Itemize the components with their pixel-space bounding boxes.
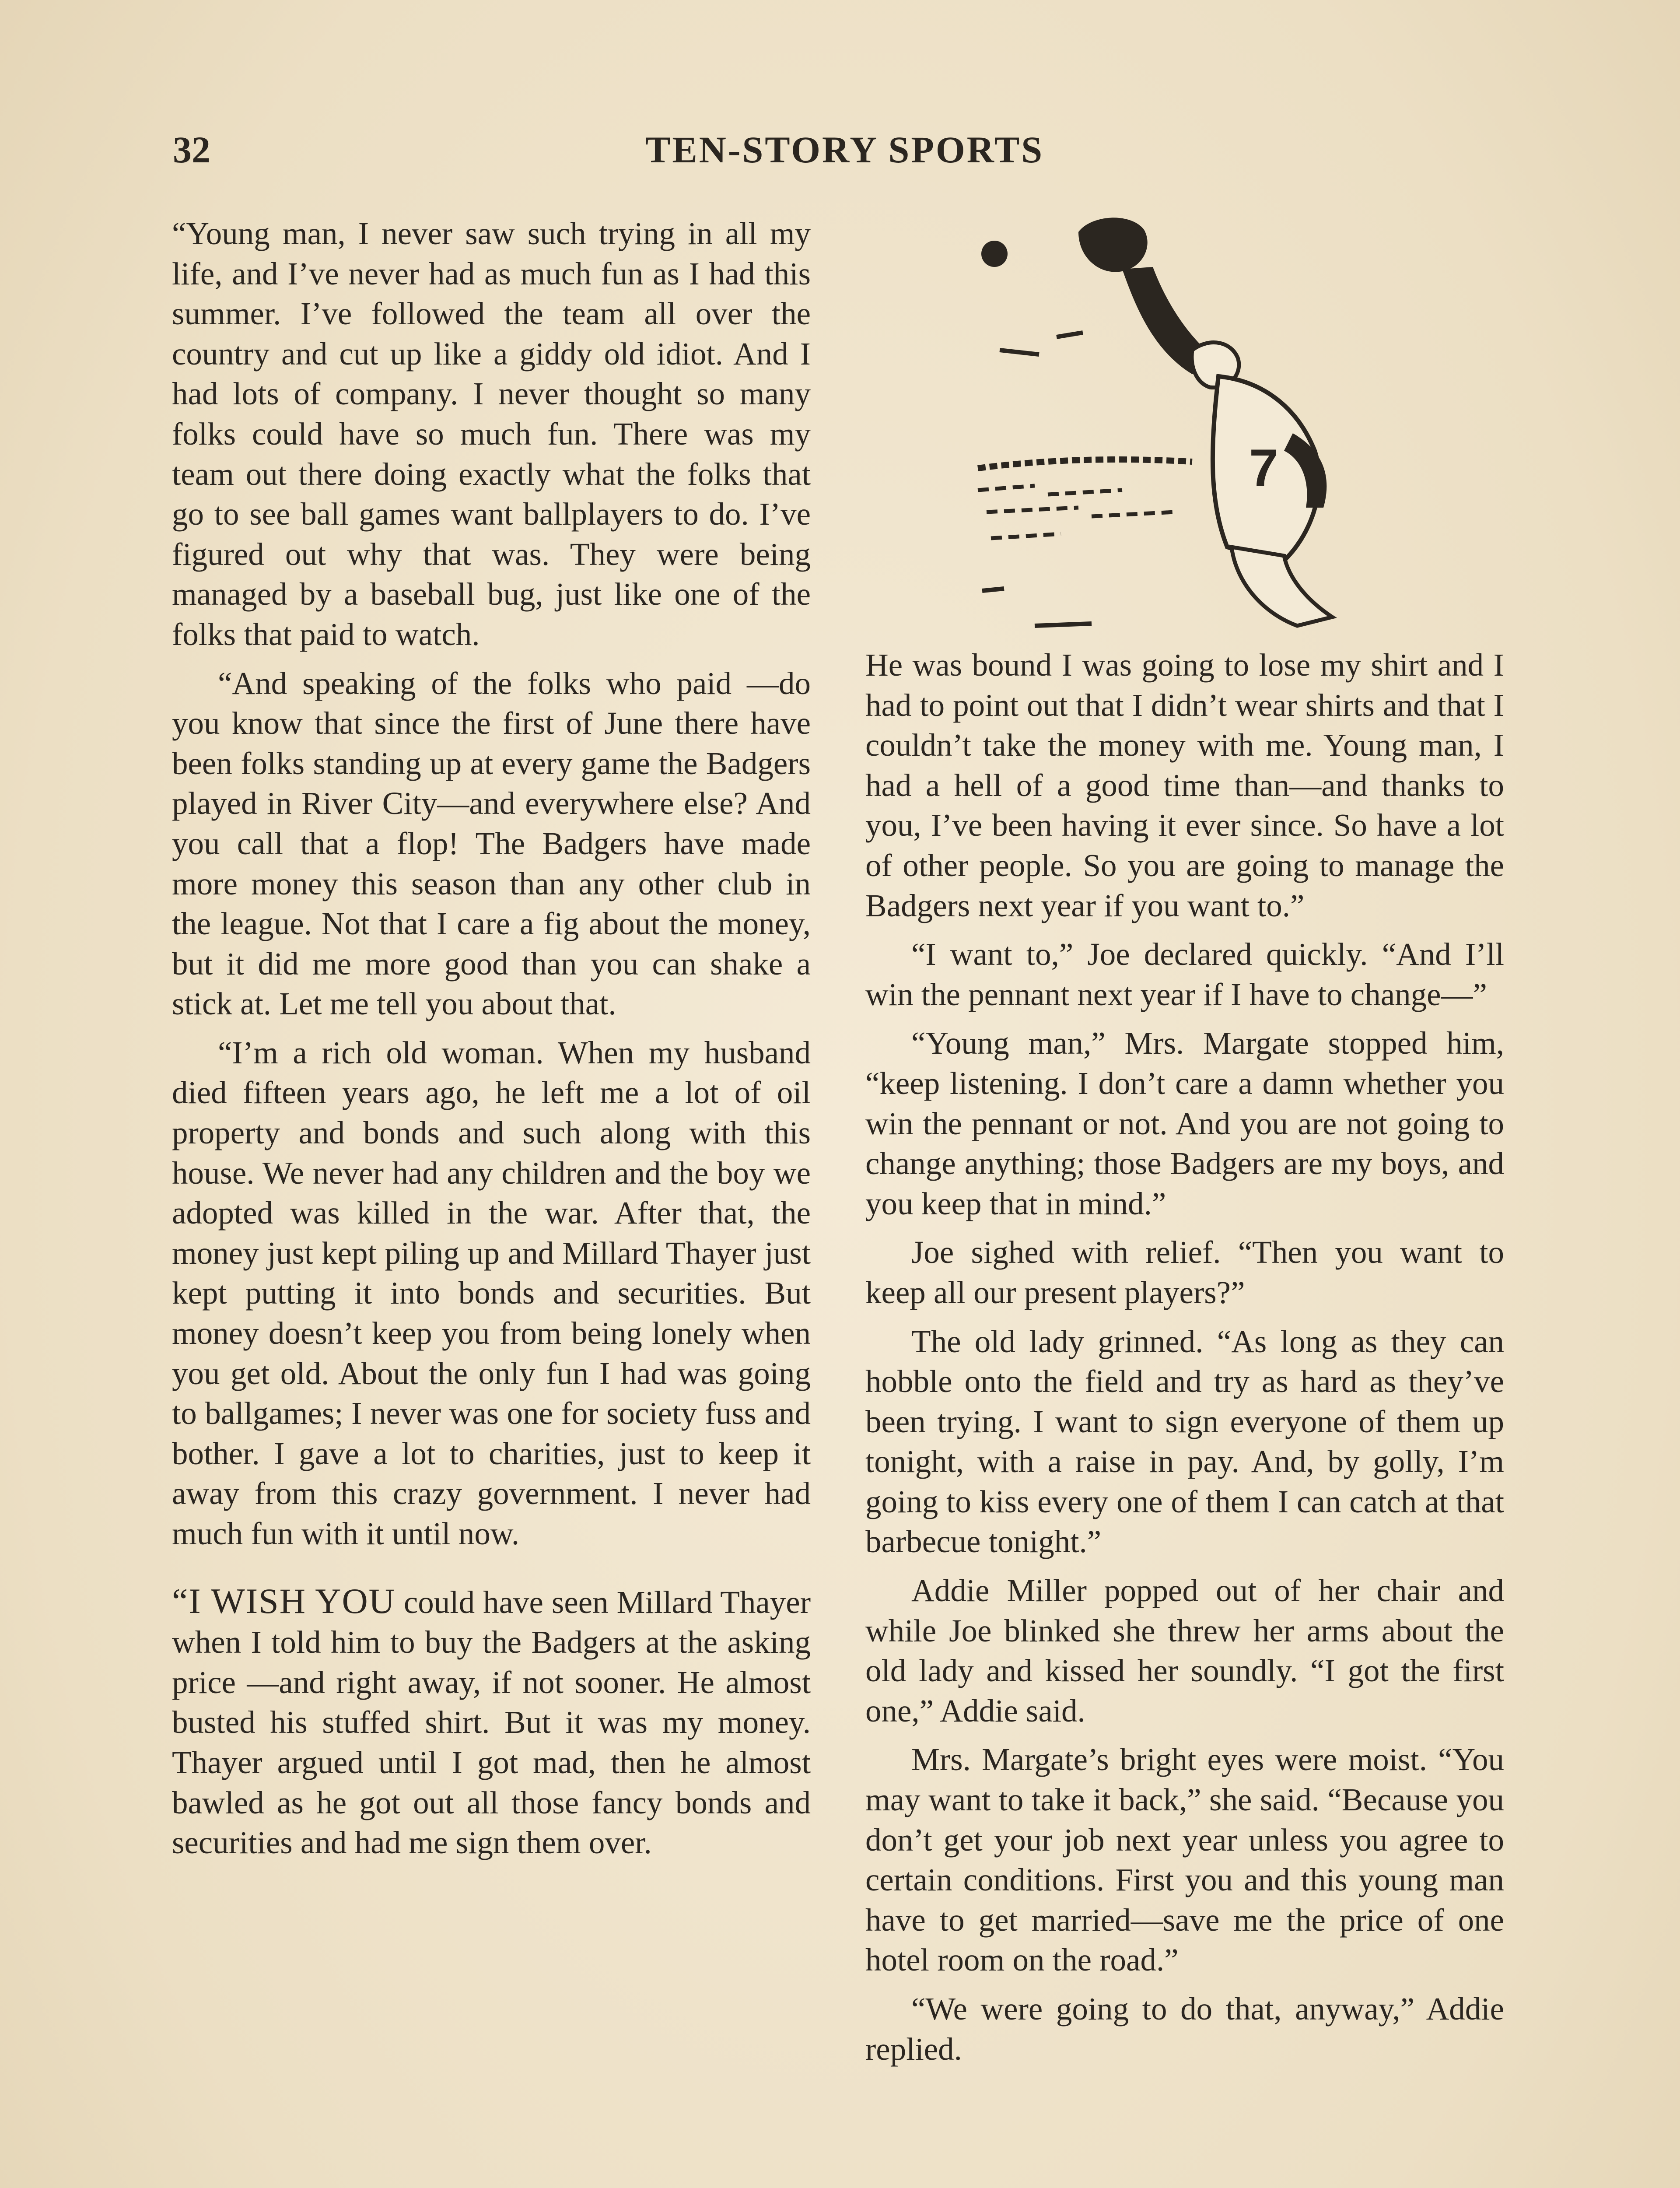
right-column bbox=[865, 645, 1504, 2078]
paragraph: Joe sighed with relief. “Then you want to keep all our present players?” bbox=[865, 1234, 1504, 1310]
paragraph: Addie Miller popped out of her chair and while Joe blinked she threw her arms about the old lady and kissed her soundly. “I got the first one,” Addie said. bbox=[865, 1573, 1504, 1729]
crowd-marks bbox=[978, 486, 1175, 538]
baseball-player-illustration bbox=[947, 206, 1525, 639]
baseball bbox=[981, 241, 1008, 267]
section-break-paragraph bbox=[172, 1581, 811, 1863]
paragraph: “Young man, I never saw such trying in all my life, and I’ve never had as much fun as I had this summer. I’ve followed the team all over the country and cut up like a giddy old idiot. And I had lots of company. I never thought so many folks could have so much fun. There was my team out there doing exactly what the folks that go to see ball games want ballplayers to do. I’ve figured out why that was. They were being managed by a baseball bug, just like one of the folks that paid to watch. bbox=[172, 216, 811, 652]
section-text: could have seen Millard Thayer when I told him to buy the Badgers at the asking price —and right away, if not sooner. He almost busted his stuffed shirt. But it was my money. Thayer argued until I got mad, then he almost bawled as he got out all those fancy bonds and securities and had me sign them over. bbox=[172, 1584, 811, 1861]
paragraph: “I’m a rich old woman. When my husband died fifteen years ago, he left me a lot of oil property and bonds and such along with this house. We never had any children and the boy we adopted was killed in the war. After that, the money just kept piling up and Millard Thayer just kept putting it into bonds and securities. But money doesn’t keep you from being lonely when you get old. About the only fun I had was going to ballgames; I never was one for society fuss and bother. I gave a lot to charities, just to keep it away from this crazy government. I never had much fun with it until now. bbox=[172, 1034, 811, 1551]
paragraph: “Young man,” Mrs. Margate stopped him, “keep listening. I don’t care a damn whether you win the pennant or not. And you are not going to change anything; those Badgers are my boys, and you keep that in mind.” bbox=[865, 1025, 1504, 1221]
paragraph: “I want to,” Joe declared quickly. “And I’ll win the pennant next year if I have to change—” bbox=[865, 936, 1504, 1012]
glove bbox=[1078, 217, 1148, 272]
left-column bbox=[172, 214, 811, 1872]
player-legs bbox=[1232, 547, 1332, 626]
paragraph: “We were going to do that, anyway,” Addie replied. bbox=[865, 1991, 1504, 2067]
paragraph: “And speaking of the folks who paid —do you know that since the first of June there have been folks standing up at every game the Badgers played in River City—and everywhere else? And you call that a flop! The Badgers have made more money this season than any other club in the league. Not that I care a fig about the money, but it did me more good than you can shake a stick at. Let me tell you about that. bbox=[172, 665, 811, 1022]
page-number: 32 bbox=[173, 129, 210, 171]
jersey-number: 7 bbox=[1249, 438, 1278, 497]
page-header bbox=[0, 128, 1680, 176]
section-lead: “I WISH YOU bbox=[172, 1581, 396, 1621]
paragraph: He was bound I was going to lose my shirt and I had to point out that I didn’t wear shirts and that I couldn’t take the money with me. Young man, I had a hell of a good time than—and thanks to you, I’ve been having it ever since. So have a lot of other people. So you are going to manage the Badgers next year if you want to.” bbox=[865, 647, 1504, 923]
speed-lines bbox=[982, 333, 1092, 626]
paragraph: The old lady grinned. “As long as they can hobble onto the field and try as hard as they’ve been trying. I want to sign everyone of them up tonight, with a raise in pay. And, by golly, I’m going to kiss every one of them I can catch at that barbecue tonight.” bbox=[865, 1323, 1504, 1560]
paragraph: Mrs. Margate’s bright eyes were moist. “You may want to take it back,” she said. “Because you don’t get your job next year unless you agree to certain conditions. First you and this young man have to get married—save me the price of one hotel room on the road.” bbox=[865, 1742, 1504, 1978]
stadium-stands bbox=[978, 459, 1192, 468]
magazine-title: TEN-STORY SPORTS bbox=[645, 129, 1044, 171]
